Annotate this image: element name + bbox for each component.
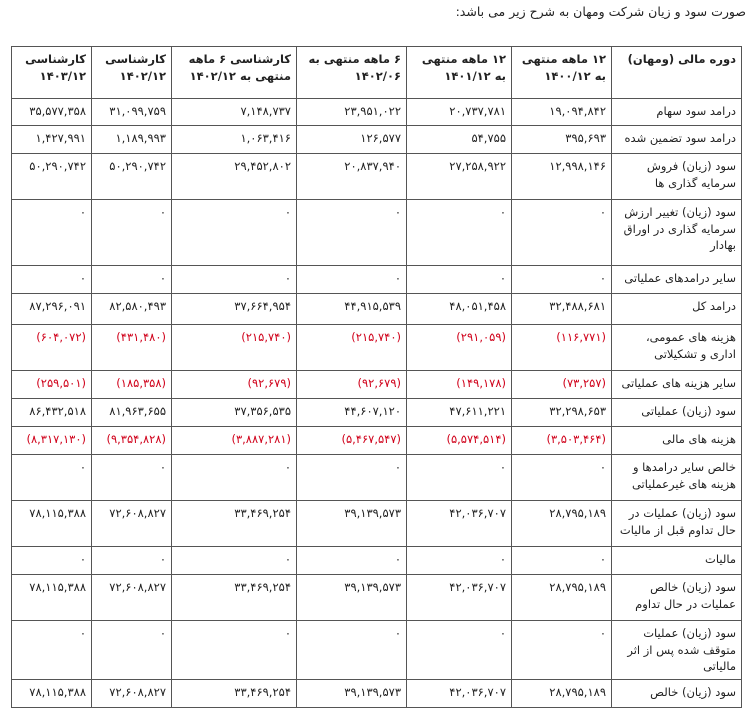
row-label: سود (زیان) خالص عملیات در حال تداوم	[612, 575, 742, 621]
value-cell: (۹۲,۶۷۹)	[172, 371, 297, 399]
value-cell: (۱۱۶,۷۷۱)	[512, 325, 612, 371]
row-label: سود (زیان) تغییر ارزش سرمایه گذاری در اوراق بهادار	[612, 200, 742, 266]
value-cell: ۴۴,۹۱۵,۵۳۹	[297, 294, 407, 325]
header-cell: کارشناسی ۱۴۰۲/۱۲	[92, 47, 172, 99]
value-cell: ۳۷,۶۶۴,۹۵۴	[172, 294, 297, 325]
table-row	[12, 427, 742, 455]
value-cell: (۳,۵۰۳,۴۶۴)	[512, 427, 612, 455]
value-cell: (۲۵۹,۵۰۱)	[12, 371, 92, 399]
header-row	[12, 47, 742, 99]
value-cell: ۷۸,۱۱۵,۳۸۸	[12, 680, 92, 708]
value-cell: ۲۸,۷۹۵,۱۸۹	[512, 575, 612, 621]
table-row	[12, 455, 742, 501]
value-cell: ۲۸,۷۹۵,۱۸۹	[512, 680, 612, 708]
table-row	[12, 200, 742, 266]
value-cell: ۳۳,۴۶۹,۲۵۴	[172, 575, 297, 621]
value-cell: ۰	[12, 455, 92, 501]
value-cell: ۳۹,۱۳۹,۵۷۳	[297, 501, 407, 547]
value-cell: ۳۷,۳۵۶,۵۳۵	[172, 399, 297, 427]
value-cell: ۲۷,۲۵۸,۹۲۲	[407, 154, 512, 200]
value-cell: ۰	[12, 200, 92, 266]
value-cell: ۴۴,۶۰۷,۱۲۰	[297, 399, 407, 427]
value-cell: ۲۸,۷۹۵,۱۸۹	[512, 501, 612, 547]
value-cell: (۱۸۵,۳۵۸)	[92, 371, 172, 399]
value-cell: ۳۳,۴۶۹,۲۵۴	[172, 501, 297, 547]
value-cell: ۸۱,۹۶۳,۶۵۵	[92, 399, 172, 427]
row-label: هزینه های مالی	[612, 427, 742, 455]
value-cell: ۰	[407, 621, 512, 680]
value-cell: ۰	[92, 200, 172, 266]
table-row	[12, 126, 742, 154]
value-cell: ۸۲,۵۸۰,۴۹۳	[92, 294, 172, 325]
value-cell: ۱۹,۰۹۴,۸۴۲	[512, 99, 612, 126]
value-cell: ۲۰,۷۳۷,۷۸۱	[407, 99, 512, 126]
value-cell: ۴۲,۰۳۶,۷۰۷	[407, 680, 512, 708]
value-cell: ۰	[172, 200, 297, 266]
value-cell: (۲۱۵,۷۴۰)	[172, 325, 297, 371]
value-cell: ۰	[172, 455, 297, 501]
value-cell: (۷۳,۲۵۷)	[512, 371, 612, 399]
value-cell: ۰	[512, 455, 612, 501]
row-label: سود (زیان) عملیات متوقف شده پس از اثر مالیاتی	[612, 621, 742, 680]
row-label: سود (زیان) عملیاتی	[612, 399, 742, 427]
row-label: سایر هزینه های عملیاتی	[612, 371, 742, 399]
value-cell: (۹,۳۵۴,۸۲۸)	[92, 427, 172, 455]
value-cell: ۰	[512, 547, 612, 575]
value-cell: ۰	[407, 200, 512, 266]
row-label: مالیات	[612, 547, 742, 575]
value-cell: ۷۸,۱۱۵,۳۸۸	[12, 575, 92, 621]
value-cell: ۰	[512, 266, 612, 294]
header-cell: ۱۲ ماهه منتهی به ۱۴۰۰/۱۲	[512, 47, 612, 99]
table-row	[12, 547, 742, 575]
table-row	[12, 154, 742, 200]
row-label: سود (زیان) فروش سرمایه گذاری ها	[612, 154, 742, 200]
row-label: خالص سایر درامدها و هزینه های غیرعملیاتی	[612, 455, 742, 501]
value-cell: ۰	[407, 455, 512, 501]
value-cell: (۲۱۵,۷۴۰)	[297, 325, 407, 371]
intro-text: صورت سود و زیان شرکت ومهان به شرح زیر می باشد:	[455, 4, 746, 19]
row-label: درامد کل	[612, 294, 742, 325]
value-cell: ۰	[297, 266, 407, 294]
row-label: هزینه های عمومی، اداری و تشکیلاتی	[612, 325, 742, 371]
header-cell: ۱۲ ماهه منتهی به ۱۴۰۱/۱۲	[407, 47, 512, 99]
value-cell: ۳۹۵,۶۹۳	[512, 126, 612, 154]
value-cell: ۲۳,۹۵۱,۰۲۲	[297, 99, 407, 126]
value-cell: ۷۸,۱۱۵,۳۸۸	[12, 501, 92, 547]
value-cell: ۱۲۶,۵۷۷	[297, 126, 407, 154]
value-cell: ۰	[512, 621, 612, 680]
value-cell: (۲۹۱,۰۵۹)	[407, 325, 512, 371]
value-cell: ۳۲,۲۹۸,۶۵۳	[512, 399, 612, 427]
value-cell: ۱,۴۲۷,۹۹۱	[12, 126, 92, 154]
value-cell: ۰	[172, 547, 297, 575]
value-cell: (۸,۳۱۷,۱۳۰)	[12, 427, 92, 455]
table-row	[12, 99, 742, 126]
header-cell: ۶ ماهه منتهی به ۱۴۰۲/۰۶	[297, 47, 407, 99]
table-row	[12, 266, 742, 294]
value-cell: ۳۹,۱۳۹,۵۷۳	[297, 575, 407, 621]
value-cell: ۰	[12, 621, 92, 680]
value-cell: (۶۰۴,۰۷۲)	[12, 325, 92, 371]
header-cell: دوره مالی (ومهان)	[612, 47, 742, 99]
value-cell: (۵,۴۶۷,۵۴۷)	[297, 427, 407, 455]
value-cell: ۷,۱۴۸,۷۳۷	[172, 99, 297, 126]
value-cell: ۴۸,۰۵۱,۴۵۸	[407, 294, 512, 325]
table-body	[12, 99, 742, 708]
table-row	[12, 680, 742, 708]
value-cell: ۳۹,۱۳۹,۵۷۳	[297, 680, 407, 708]
value-cell: ۷۲,۶۰۸,۸۲۷	[92, 575, 172, 621]
value-cell: ۰	[172, 266, 297, 294]
value-cell: (۱۴۹,۱۷۸)	[407, 371, 512, 399]
value-cell: ۰	[92, 547, 172, 575]
value-cell: ۰	[297, 547, 407, 575]
row-label: درامد سود سهام	[612, 99, 742, 126]
value-cell: ۰	[12, 547, 92, 575]
value-cell: (۵,۵۷۴,۵۱۴)	[407, 427, 512, 455]
value-cell: (۴۳۱,۴۸۰)	[92, 325, 172, 371]
value-cell: ۰	[407, 266, 512, 294]
value-cell: ۰	[92, 455, 172, 501]
table-row	[12, 621, 742, 680]
value-cell: (۹۲,۶۷۹)	[297, 371, 407, 399]
row-label: سود (زیان) عملیات در حال تداوم قبل از مالیات	[612, 501, 742, 547]
value-cell: ۵۰,۲۹۰,۷۴۲	[12, 154, 92, 200]
value-cell: ۰	[12, 266, 92, 294]
value-cell: ۰	[407, 547, 512, 575]
value-cell: ۰	[172, 621, 297, 680]
header-cell: کارشناسی ۶ ماهه منتهی به ۱۴۰۲/۱۲	[172, 47, 297, 99]
value-cell: ۵۰,۲۹۰,۷۴۲	[92, 154, 172, 200]
header-cell: کارشناسی ۱۴۰۳/۱۲	[12, 47, 92, 99]
value-cell: ۰	[92, 621, 172, 680]
value-cell: ۰	[297, 621, 407, 680]
value-cell: ۳۱,۰۹۹,۷۵۹	[92, 99, 172, 126]
value-cell: ۵۴,۷۵۵	[407, 126, 512, 154]
table-row	[12, 575, 742, 621]
row-label: سود (زیان) خالص	[612, 680, 742, 708]
value-cell: ۷۲,۶۰۸,۸۲۷	[92, 680, 172, 708]
value-cell: ۱۲,۹۹۸,۱۴۶	[512, 154, 612, 200]
value-cell: ۱,۱۸۹,۹۹۳	[92, 126, 172, 154]
value-cell: (۳,۸۸۷,۲۸۱)	[172, 427, 297, 455]
table-row	[12, 371, 742, 399]
value-cell: ۰	[297, 200, 407, 266]
table-row	[12, 294, 742, 325]
row-label: سایر درامدهای عملیاتی	[612, 266, 742, 294]
value-cell: ۰	[92, 266, 172, 294]
table-row	[12, 399, 742, 427]
value-cell: ۲۹,۴۵۲,۸۰۲	[172, 154, 297, 200]
value-cell: ۲۰,۸۳۷,۹۴۰	[297, 154, 407, 200]
value-cell: ۳۳,۴۶۹,۲۵۴	[172, 680, 297, 708]
table-row	[12, 501, 742, 547]
income-statement-table	[11, 46, 742, 708]
value-cell: ۴۲,۰۳۶,۷۰۷	[407, 501, 512, 547]
row-label: درامد سود تضمین شده	[612, 126, 742, 154]
value-cell: ۳۵,۵۷۷,۳۵۸	[12, 99, 92, 126]
value-cell: ۸۶,۴۳۲,۵۱۸	[12, 399, 92, 427]
value-cell: ۴۷,۶۱۱,۲۲۱	[407, 399, 512, 427]
value-cell: ۷۲,۶۰۸,۸۲۷	[92, 501, 172, 547]
value-cell: ۳۲,۴۸۸,۶۸۱	[512, 294, 612, 325]
value-cell: ۰	[512, 200, 612, 266]
value-cell: ۴۲,۰۳۶,۷۰۷	[407, 575, 512, 621]
value-cell: ۱,۰۶۳,۴۱۶	[172, 126, 297, 154]
value-cell: ۸۷,۲۹۶,۰۹۱	[12, 294, 92, 325]
value-cell: ۰	[297, 455, 407, 501]
table-row	[12, 325, 742, 371]
